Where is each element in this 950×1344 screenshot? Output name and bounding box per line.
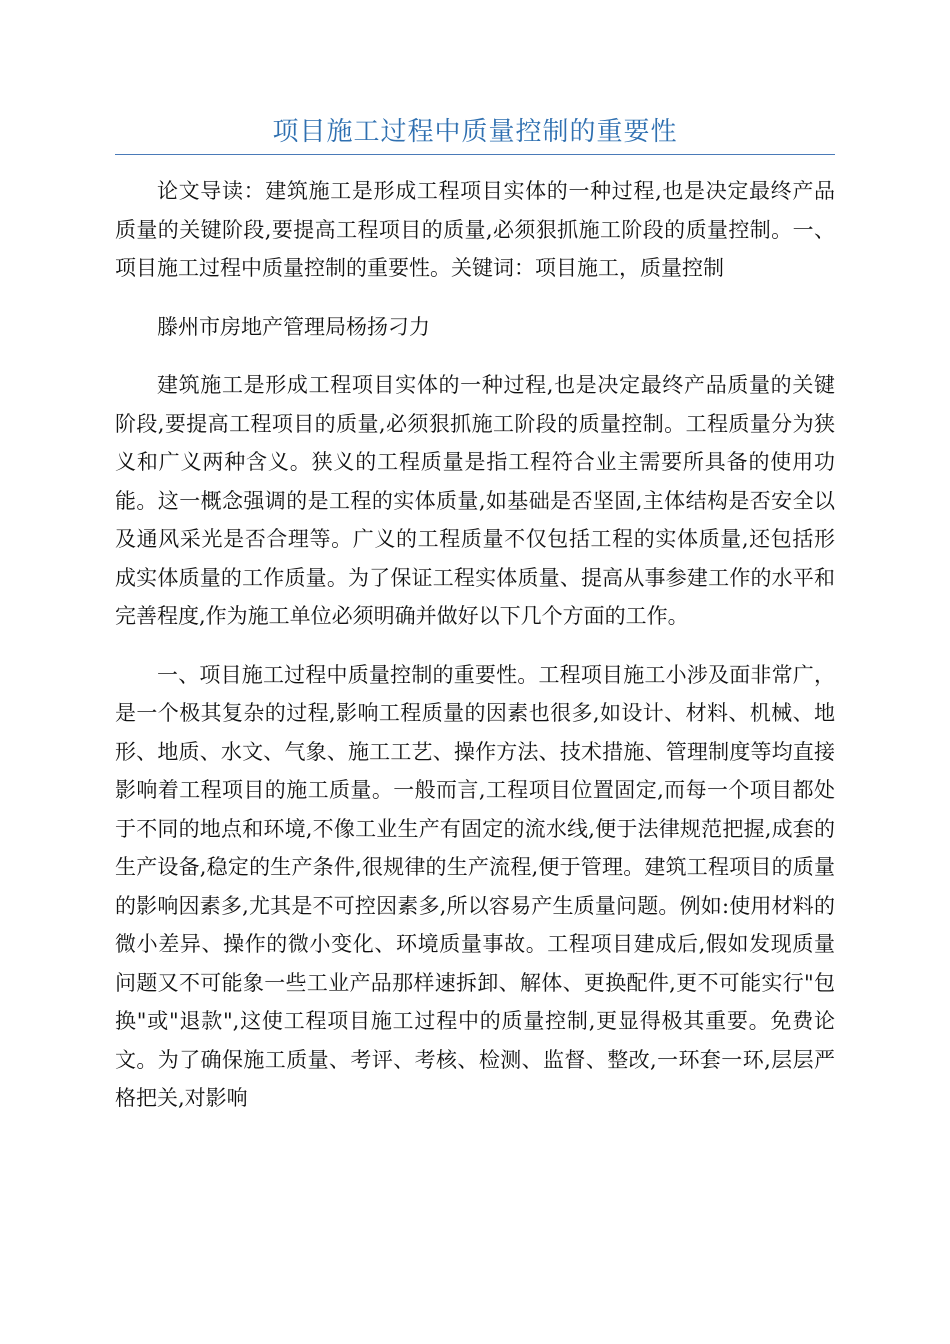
body-paragraph: 建筑施工是形成工程项目实体的一种过程,也是决定最终产品质量的关键阶段,要提高工程项目的质量,必须狠抓施工阶段的质量控制。工程质量分为狭义和广义两种含义。狭义的工程质量是指工程符合业主需要所具备的使用功能。这一概念强调的是工程的实体质量,如基础是否坚固,主体结构是否安全以及通风采光是否合理等。广义的工程质量不仅包括工程的实体质量,还包括形成实体质量的工作质量。为了保证工程实体质量、提高从事参建工作的水平和完善程度,作为施工单位必须明确并做好以下几个方面的工作。 (115, 373, 835, 628)
document-body (115, 172, 835, 1138)
body-paragraph: 一、项目施工过程中质量控制的重要性。工程项目施工小涉及面非常广，是一个极其复杂的过程,影响工程质量的因素也很多,如设计、材料、机械、地形、地质、水文、气象、施工工艺、操作方法、技术措施、管理制度等均直接影响着工程项目的施工质量。一般而言,工程项目位置固定,而每一个项目都处于不同的地点和环境,不像工业生产有固定的流水线,便于法律规范把握,成套的生产设备,稳定的生产条件,很规律的生产流程,便于管理。建筑工程项目的质量的影响因素多,尤其是不可控因素多,所以容易产生质量问题。例如:使用材料的微小差异、操作的微小变化、环境质量事故。工程项目建成后,假如发现质量问题又不可能象一些工业产品那样速拆卸、解体、更换配件,更不可能实行"包换"或"退款",这使工程项目施工过程中的质量控制,更显得极其重要。免费论文。为了确保施工质量、考评、考核、检测、监督、整改,一环套一环,层层严格把关,对影响 (115, 662, 835, 1110)
author-line: 滕州市房地产管理局杨扬刁力 (157, 314, 430, 339)
title-underline (115, 154, 835, 155)
abstract-paragraph: 论文导读：建筑施工是形成工程项目实体的一种过程,也是决定最终产品质量的关键阶段,要提高工程项目的质量,必须狠抓施工阶段的质量控制。一、项目施工过程中质量控制的重要性。关键词：项目施工，质量控制 (115, 179, 835, 280)
document-title: 项目施工过程中质量控制的重要性 (272, 117, 678, 147)
